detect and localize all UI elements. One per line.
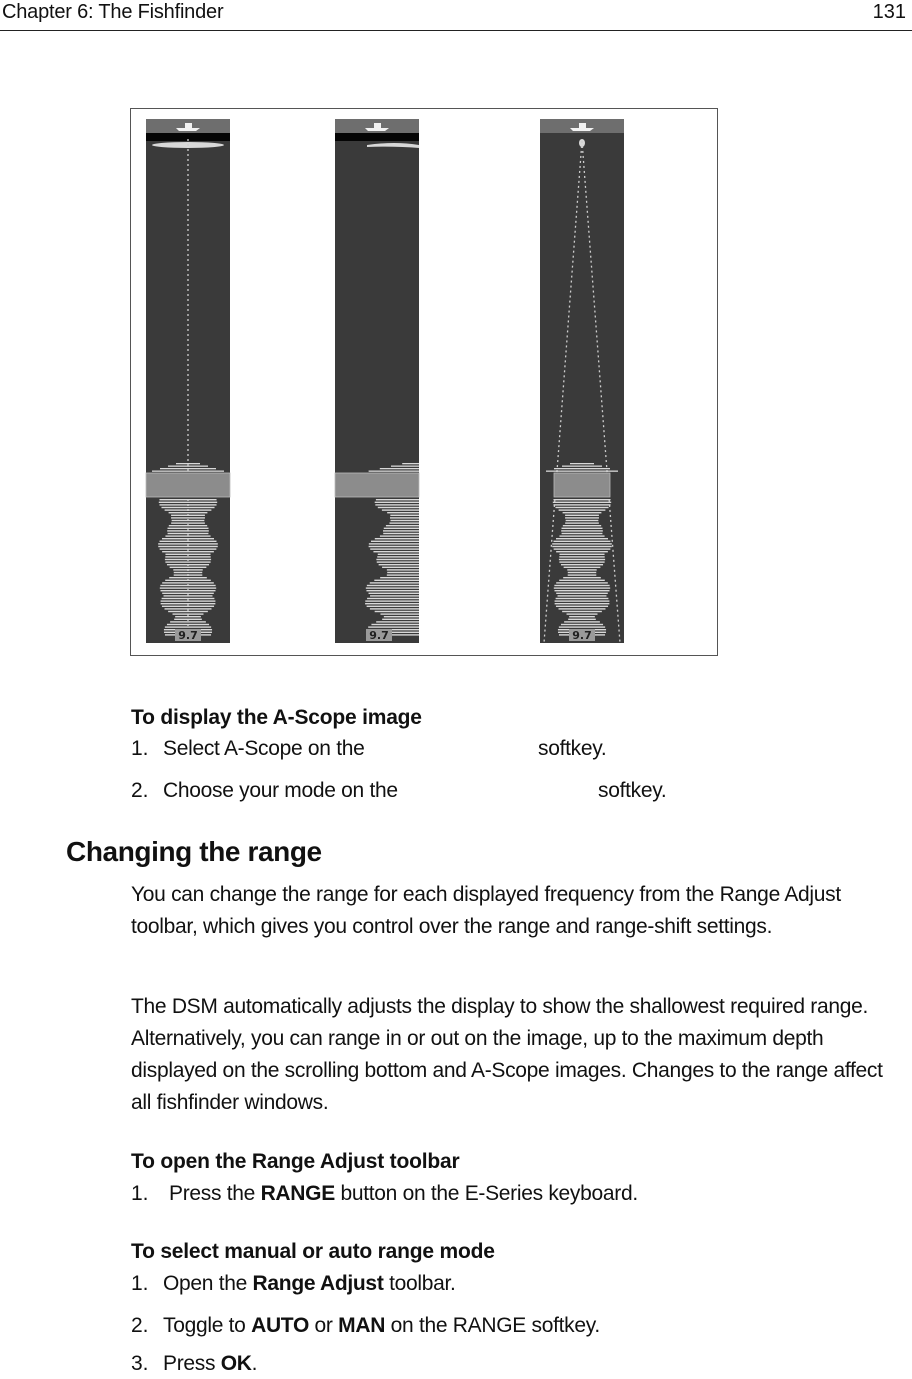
surface-band — [335, 133, 419, 141]
depth-label: 9.7 — [572, 629, 592, 642]
bottom-band — [554, 473, 610, 497]
mode-step-3-num: 3. — [131, 1352, 149, 1375]
ascope-step-1-num: 1. — [131, 737, 149, 760]
range-adjust-label: Range Adjust — [252, 1272, 384, 1295]
mode-heading: To select manual or auto range mode — [131, 1240, 495, 1263]
ascope-step-2-text-b: softkey. — [598, 779, 667, 802]
range-para2-line3: displayed on the scrolling bottom and A-Scope images. Changes to the range affect — [131, 1059, 883, 1082]
depth-label: 9.7 — [178, 629, 198, 642]
man-label: MAN — [338, 1314, 386, 1337]
open-toolbar-step-1: Press the RANGE button on the E-Series keyboard. — [169, 1182, 638, 1205]
ascope-step-1-text-a: Select A-Scope on the — [163, 737, 365, 760]
ascope-figure — [130, 108, 718, 656]
mode-step-1: Open the Range Adjust toolbar. — [163, 1272, 456, 1295]
range-para1-line2: toolbar, which gives you control over the range and range-shift settings. — [131, 915, 773, 938]
range-para2-line1: The DSM automatically adjusts the display to show the shallowest required range. — [131, 995, 869, 1018]
range-para2-line4: all fishfinder windows. — [131, 1091, 329, 1114]
page-header — [0, 0, 912, 31]
mode-step-3: Press OK. — [163, 1352, 258, 1375]
ascope-step-2-text-a: Choose your mode on the — [163, 779, 398, 802]
bottom-band — [146, 473, 230, 497]
mode-step-2-num: 2. — [131, 1314, 149, 1337]
range-heading: Changing the range — [66, 836, 322, 867]
ascope-step-2-num: 2. — [131, 779, 149, 802]
ascope-panels — [131, 109, 717, 655]
open-toolbar-step-1-num: 1. — [131, 1182, 149, 1205]
range-key-label: RANGE — [260, 1182, 335, 1205]
bottom-band — [335, 473, 419, 497]
page-number: 131 — [872, 1, 906, 23]
open-toolbar-heading: To open the Range Adjust toolbar — [131, 1150, 460, 1173]
range-para1-line1: You can change the range for each displayed frequency from the Range Adjust — [131, 883, 841, 906]
mode-step-1-num: 1. — [131, 1272, 149, 1295]
ascope-step-1-text-b: softkey. — [538, 737, 607, 760]
chapter-title: Chapter 6: The Fishfinder — [2, 1, 224, 23]
mode-step-2: Toggle to AUTO or MAN on the RANGE softkey. — [163, 1314, 600, 1337]
range-para2-line2: Alternatively, you can range in or out on the image, up to the maximum depth — [131, 1027, 824, 1050]
depth-label: 9.7 — [369, 629, 389, 642]
auto-label: AUTO — [251, 1314, 309, 1337]
ascope-heading: To display the A-Scope image — [131, 706, 422, 729]
ok-label: OK — [220, 1352, 252, 1375]
